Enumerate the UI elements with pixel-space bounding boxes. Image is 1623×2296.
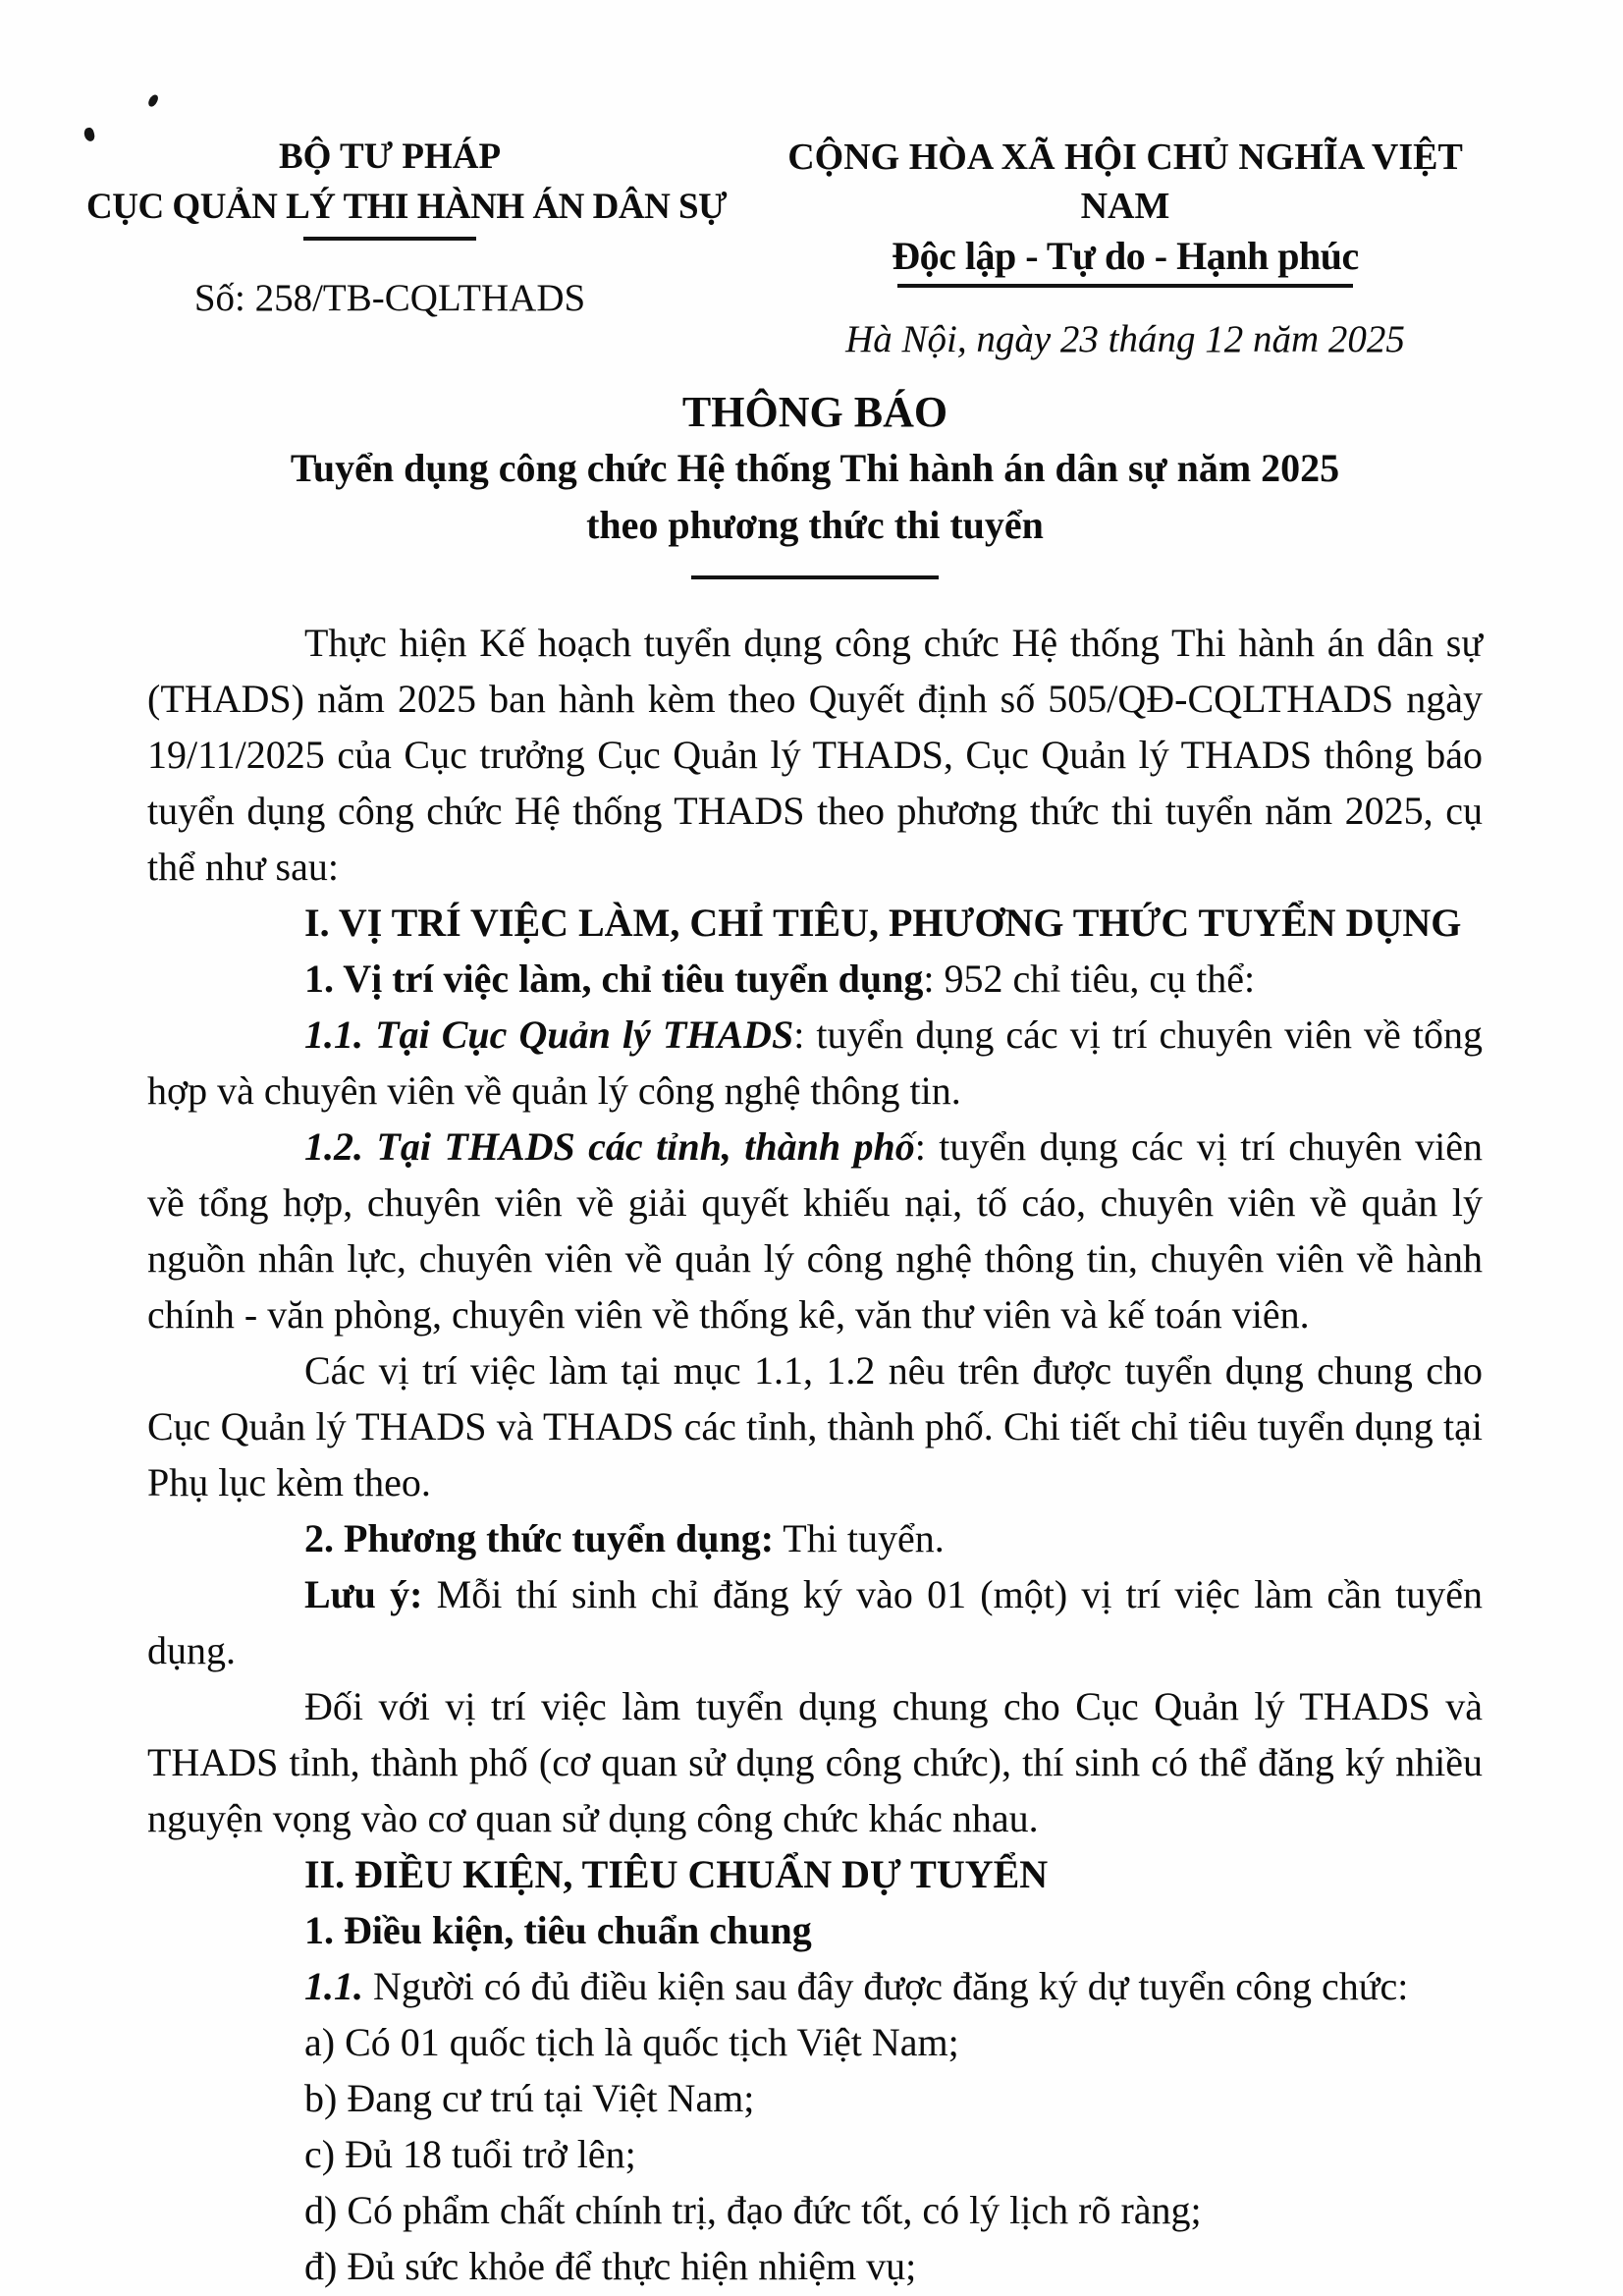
- subsection-1-heading: 1. Điều kiện, tiêu chuẩn chung: [304, 1908, 812, 1952]
- note-paragraph: [147, 1566, 1483, 1678]
- item-2-lead: 2. Phương thức tuyển dụng:: [304, 1516, 775, 1560]
- item-1-1-lead: 1.1. Tại Cục Quản lý THADS: [304, 1012, 794, 1057]
- parent-org-name: BỘ TƯ PHÁP: [278, 137, 502, 177]
- item-2-1-1-rest: Người có đủ điều kiện sau đây được đăng ký dự tuyển công chức:: [363, 1964, 1409, 2008]
- condition-item-d: d) Có phẩm chất chính trị, đạo đức tốt, có lý lịch rõ ràng;: [304, 2188, 1202, 2232]
- opening-paragraph: Thực hiện Kế hoạch tuyển dụng công chức Hệ thống Thi hành án dân sự (THADS) năm 2025 ban hành kèm theo Quyết định số 505/QĐ-CQLTHADS ngày 19/11/2025 của Cục trưởng Cục Quản lý THADS, Cục Quản lý THADS thông báo tuyển dụng công chức Hệ thống THADS theo phương thức thi tuyển năm 2025, cụ thể như sau:: [147, 621, 1483, 889]
- country-name: CỘNG HÒA XÃ HỘI CHỦ NGHĨA VIỆT NAM: [787, 137, 1463, 227]
- item-2-1-1-lead: 1.1.: [304, 1964, 363, 2008]
- doc-type-label: THÔNG BÁO: [681, 388, 948, 436]
- condition-item-a: a) Có 01 quốc tịch là quốc tịch Việt Nam;: [304, 2020, 959, 2064]
- section-1-heading: I. VỊ TRÍ VIỆC LÀM, CHỈ TIÊU, PHƯƠNG THỨC TUYỂN DỤNG: [304, 901, 1462, 945]
- doc-title-line-1: Tuyển dụng công chức Hệ thống Thi hành án dân sự năm 2025: [290, 446, 1340, 490]
- condition-item-c: c) Đủ 18 tuổi trở lên;: [304, 2132, 636, 2176]
- note-lead: Lưu ý:: [304, 1572, 423, 1616]
- item-2-rest: Thi tuyển.: [774, 1516, 945, 1560]
- org-name: CỤC QUẢN LÝ THI HÀNH ÁN DÂN SỰ: [86, 187, 728, 227]
- national-motto: Độc lập - Tự do - Hạnh phúc: [892, 234, 1359, 278]
- document-content: [147, 0, 1483, 2294]
- item-2-1-1-paragraph: [147, 1958, 1483, 2014]
- doc-title-line-2: theo phương thức thi tuyển: [586, 503, 1044, 547]
- item-1-rest: : 952 chỉ tiêu, cụ thể:: [923, 957, 1256, 1001]
- common-positions-paragraph: Các vị trí việc làm tại mục 1.1, 1.2 nêu trên được tuyển dụng chung cho Cục Quản lý THADS và THADS các tỉnh, thành phố. Chi tiết chỉ tiêu tuyển dụng tại Phụ lục kèm theo.: [147, 1348, 1483, 1504]
- note-rest: Mỗi thí sinh chỉ đăng ký vào 01 (một) vị trí việc làm cần tuyển dụng.: [147, 1572, 1484, 1672]
- item-1-paragraph: [147, 951, 1483, 1007]
- place-date-line: Hà Nội, ngày 23 tháng 12 năm 2025: [845, 318, 1405, 360]
- doc-number: Số: 258/TB-CQLTHADS: [193, 277, 586, 319]
- body-text: [147, 615, 1483, 2294]
- title-block: [147, 385, 1483, 579]
- item-1-2-paragraph: [147, 1119, 1483, 1342]
- item-1-2-lead: 1.2. Tại THADS các tỉnh, thành phố: [304, 1124, 915, 1169]
- item-1-1-rest: : tuyển dụng các vị trí chuyên viên về tổng hợp và chuyên viên về quản lý công nghệ thông tin.: [147, 1012, 1483, 1113]
- item-1-1-paragraph: [147, 1007, 1483, 1119]
- item-2-paragraph: [147, 1510, 1483, 1566]
- condition-item-b: b) Đang cư trú tại Việt Nam;: [304, 2076, 755, 2120]
- aspiration-paragraph: Đối với vị trí việc làm tuyển dụng chung cho Cục Quản lý THADS và THADS tỉnh, thành phố (cơ quan sử dụng công chức), thí sinh có thể đăng ký nhiều nguyện vọng vào cơ quan sử dụng công chức khác nhau.: [147, 1684, 1483, 1840]
- condition-item-dd: đ) Đủ sức khỏe để thực hiện nhiệm vụ;: [304, 2244, 917, 2288]
- title-underline: [691, 575, 939, 579]
- section-2-heading: II. ĐIỀU KIỆN, TIÊU CHUẨN DỰ TUYỂN: [304, 1852, 1049, 1896]
- item-1-2-rest: : tuyển dụng các vị trí chuyên viên về tổng hợp, chuyên viên về giải quyết khiếu nại, tố cáo, chuyên viên về quản lý nguồn nhân lực, chuyên viên về quản lý công nghệ thông tin, chuyên viên về hành chính - văn phòng, chuyên viên về thống kê, văn thư viên và kế toán viên.: [147, 1124, 1483, 1337]
- item-1-lead: 1. Vị trí việc làm, chỉ tiêu tuyển dụng: [304, 957, 924, 1001]
